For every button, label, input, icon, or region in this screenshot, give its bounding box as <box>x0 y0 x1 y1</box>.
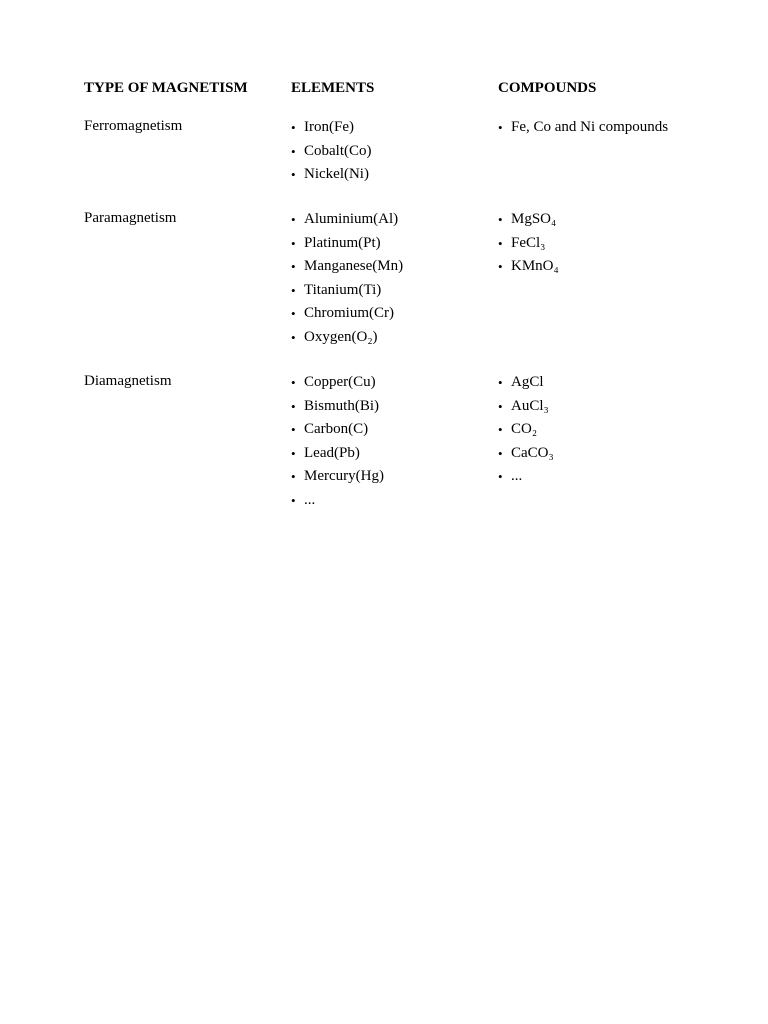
bullet-icon: • <box>498 422 503 438</box>
elements-list <box>291 208 403 350</box>
header-type-of-magnetism: TYPE OF MAGNETISM <box>84 80 248 96</box>
elements-list <box>291 116 372 187</box>
compounds-list <box>498 371 554 489</box>
list-item: • KMnO₄ <box>498 255 559 279</box>
list-item: • Manganese(Mn) <box>291 255 403 279</box>
bullet-icon: • <box>498 212 503 227</box>
list-item: • ... <box>498 465 554 489</box>
bullet-icon: • <box>498 120 503 135</box>
bullet-icon: • <box>291 212 296 227</box>
list-item: • ... <box>291 489 384 513</box>
bullet-icon: • <box>291 375 296 390</box>
bullet-icon: • <box>291 167 296 183</box>
compounds-list <box>498 208 559 279</box>
bullet-icon: • <box>498 398 503 414</box>
list-item: • Aluminium(Al) <box>291 208 403 232</box>
bullet-icon: • <box>498 235 503 251</box>
list-item: • Cobalt(Co) <box>291 140 372 164</box>
list-item: • Lead(Pb) <box>291 442 384 466</box>
bullet-icon: • <box>291 422 296 438</box>
elements-list <box>291 371 384 513</box>
bullet-icon: • <box>498 259 503 275</box>
list-item: • Mercury(Hg) <box>291 465 384 489</box>
bullet-icon: • <box>291 120 296 135</box>
bullet-icon: • <box>291 259 296 275</box>
bullet-icon: • <box>498 445 503 461</box>
list-item: • Nickel(Ni) <box>291 163 372 187</box>
list-item: • CO₂ <box>498 418 554 442</box>
list-item: • CaCO₃ <box>498 442 554 466</box>
list-item: • Titanium(Ti) <box>291 279 403 303</box>
list-item: • Fe, Co and Ni compounds <box>498 116 668 140</box>
list-item: • AuCl₃ <box>498 395 554 419</box>
list-item: • Carbon(C) <box>291 418 384 442</box>
bullet-icon: • <box>291 143 296 159</box>
magnetism-type-label: Paramagnetism <box>84 210 177 226</box>
bullet-icon: • <box>291 306 296 322</box>
list-item: • Oxygen(O₂) <box>291 326 403 350</box>
magnetism-type-label: Diamagnetism <box>84 373 172 389</box>
header-elements: ELEMENTS <box>291 80 375 96</box>
table-header-row <box>0 78 768 98</box>
list-item: • Chromium(Cr) <box>291 302 403 326</box>
list-item: • MgSO₄ <box>498 208 559 232</box>
bullet-icon: • <box>291 445 296 461</box>
bullet-icon: • <box>498 375 503 390</box>
list-item: • Iron(Fe) <box>291 116 372 140</box>
list-item: • Bismuth(Bi) <box>291 395 384 419</box>
bullet-icon: • <box>291 329 296 345</box>
compounds-list <box>498 116 668 140</box>
list-item: • AgCl <box>498 371 554 395</box>
magnetism-type-label: Ferromagnetism <box>84 118 183 134</box>
bullet-icon: • <box>498 469 503 485</box>
bullet-icon: • <box>291 235 296 251</box>
list-item: • FeCl₃ <box>498 232 559 256</box>
bullet-icon: • <box>291 398 296 414</box>
bullet-icon: • <box>291 469 296 485</box>
bullet-icon: • <box>291 492 296 508</box>
list-item: • Copper(Cu) <box>291 371 384 395</box>
list-item: • Platinum(Pt) <box>291 232 403 256</box>
header-compounds: COMPOUNDS <box>498 80 597 96</box>
bullet-icon: • <box>291 282 296 298</box>
